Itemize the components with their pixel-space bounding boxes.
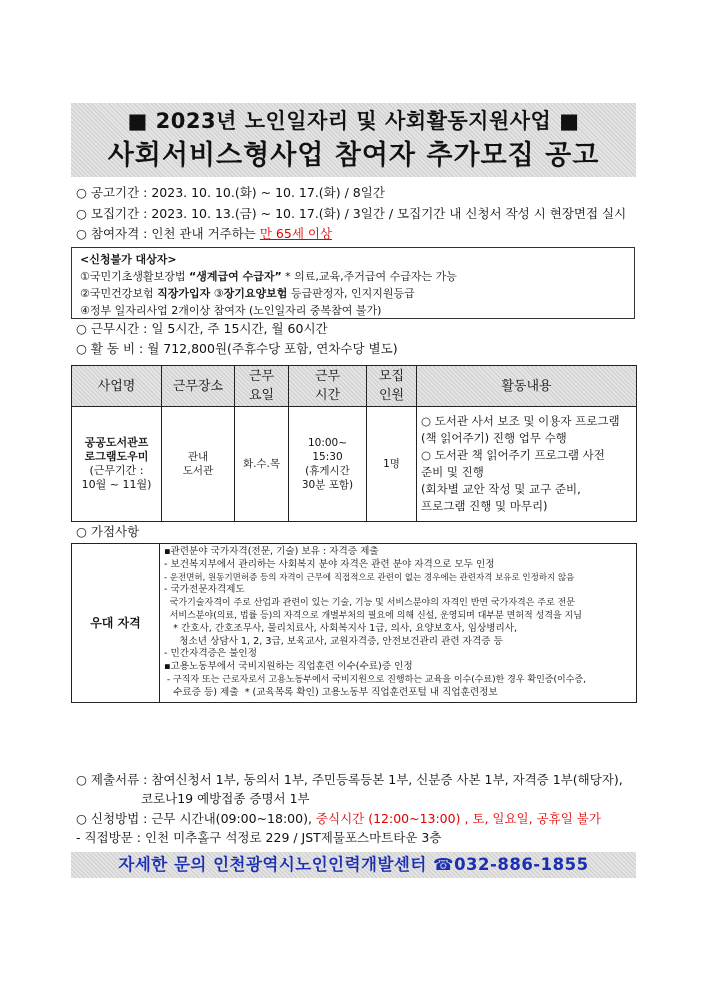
- cell-name: 공공도서관프 로그램도우미 (근무기간 : 10월 ~ 11월): [72, 407, 162, 522]
- bonus-table: [71, 543, 637, 703]
- cell-place: 관내 도서관: [162, 407, 235, 522]
- bonus-line: - 보건복지부에서 관리하는 사회복지 분야 자격은 관련 분야 자격으로 모두 인정: [164, 558, 495, 570]
- ineligible-line-1: ①국민기초생활보장법 “생계급여 수급자” * 의료,교육,주거급여 수급자는 가능: [80, 270, 457, 283]
- header-content: 활동내용: [417, 366, 637, 407]
- ineligible-box: [71, 247, 635, 319]
- job-table: [71, 365, 637, 522]
- bonus-line: 국가기술자격이 주로 산업과 관련이 있는 기술, 기능 및 서비스분야의 자격인 반면 국가자격은 주로 전문: [164, 598, 575, 609]
- bonus-label: 우대 자격: [72, 544, 160, 703]
- qualification-text: ○ 참여자격 : 인천 관내 거주하는: [76, 226, 260, 241]
- excluded-times: 중식시간 (12:00~13:00) , 토, 일요일, 공휴일 불가: [315, 811, 601, 826]
- job-table-header: [72, 366, 637, 407]
- title-banner: [71, 103, 636, 177]
- submit-docs-2: 코로나19 예방접종 증명서 1부: [141, 791, 310, 806]
- ineligible-heading: <신청불가 대상자>: [80, 253, 177, 266]
- cell-content: ○ 도서관 사서 보조 및 이용자 프로그램 (책 읽어주기) 진행 업무 수행 ○ 도서관 책 읽어주기 프로그램 사전 준비 및 진행 (회차별 교안 작성 및 교구 준비, 프로그램 진행 및 마무리): [417, 407, 637, 522]
- bonus-line: - 민간자격증은 불인정: [164, 648, 257, 660]
- header-time: 근무 시간: [289, 366, 367, 407]
- ineligible-line-2: ②국민건강보험 직장가입자 ③장기요양보험 등급판정자, 인지지원등급: [80, 287, 415, 300]
- bonus-row: [72, 544, 637, 703]
- age-requirement: 만 65세 이상: [259, 226, 333, 241]
- notice-period: ○ 공고기간 : 2023. 10. 10.(화) ~ 10. 17.(화) / 8일간: [76, 185, 385, 200]
- bonus-line: 서비스분야(의료, 법률 등)의 자격으로 개별부처의 필요에 의해 신설, 운영되며 대부분 면허적 성격을 지님: [164, 610, 582, 621]
- work-hours: ○ 근무시간 : 일 5시간, 주 15시간, 월 60시간: [76, 321, 328, 336]
- bonus-line: * 간호사, 간호조무사, 물리치료사, 사회복지사 1급, 의사, 요양보호사, 임상병리사,: [164, 622, 518, 634]
- bonus-line: - 구직자 또는 근로자로서 고용노동부에서 국비지원으로 진행하는 교육을 이수(수료)한 경우 확인증(이수증,: [164, 674, 586, 685]
- bonus-line: ▪고용노동부에서 국비지원하는 직업훈련 이수(수료)증 인정: [164, 661, 413, 673]
- qualification: [76, 225, 332, 242]
- header-name: 사업명: [72, 366, 162, 407]
- contact-banner: 자세한 문의 인천광역시노인인력개발센터 ☎032-886-1855: [71, 852, 636, 878]
- submit-docs-1: ○ 제출서류 : 참여신청서 1부, 동의서 1부, 주민등록등본 1부, 신분증 사본 1부, 자격증 1부(해당자),: [76, 772, 623, 787]
- header-place: 근무장소: [162, 366, 235, 407]
- ineligible-line-3: ④정부 일자리사업 2개이상 참여자 (노인일자리 중복참여 불가): [80, 304, 382, 317]
- header-count: 모집 인원: [367, 366, 417, 407]
- bonus-line: ▪관련분야 국가자격(전문, 기술) 보유 : 자격증 제출: [164, 546, 379, 557]
- cell-time: 10:00~ 15:30 (휴게시간 30분 포함): [289, 407, 367, 522]
- bonus-line: - 국가전문자격제도: [164, 584, 245, 596]
- cell-days: 화.수.목: [235, 407, 289, 522]
- title-line1: ■ 2023년 노인일자리 및 사회활동지원사업 ■: [127, 109, 580, 133]
- table-row: [72, 407, 637, 522]
- bonus-line: - 운전면허, 원동기면허증 등의 자격이 근무에 직접적으로 관련이 없는 경우에는 관련자격 보유로 인정하지 않음: [164, 572, 575, 583]
- apply-method: ○ 신청방법 : 근무 시간내(09:00~18:00), 중식시간 (12:00~13:00) , 토, 일요일, 공휴일 불가: [76, 811, 601, 826]
- direct-visit: - 직접방문 : 인천 미추홀구 석정로 229 / JST제물포스마트타운 3층: [76, 830, 442, 845]
- header-days: 근무 요일: [235, 366, 289, 407]
- activity-pay: ○ 활 동 비 : 월 712,800원(주휴수당 포함, 연차수당 별도): [76, 341, 398, 356]
- cell-count: 1명: [367, 407, 417, 522]
- recruit-period: ○ 모집기간 : 2023. 10. 13.(금) ~ 10. 17.(화) / 3일간 / 모집기간 내 신청서 작성 시 현장면접 실시: [76, 206, 627, 221]
- bonus-heading: ○ 가점사항: [76, 524, 140, 539]
- bonus-line: 수료증 등) 제출 * (교육목록 확인) 고용노동부 직업훈련포털 내 직업훈련정보: [164, 686, 498, 698]
- title-line2: 사회서비스형사업 참여자 추가모집 공고: [107, 140, 600, 171]
- bonus-content: [160, 544, 637, 703]
- bonus-line: 청소년 상담사 1, 2, 3급, 보육교사, 교원자격증, 안전보건관리 관련 자격증 등: [164, 635, 503, 647]
